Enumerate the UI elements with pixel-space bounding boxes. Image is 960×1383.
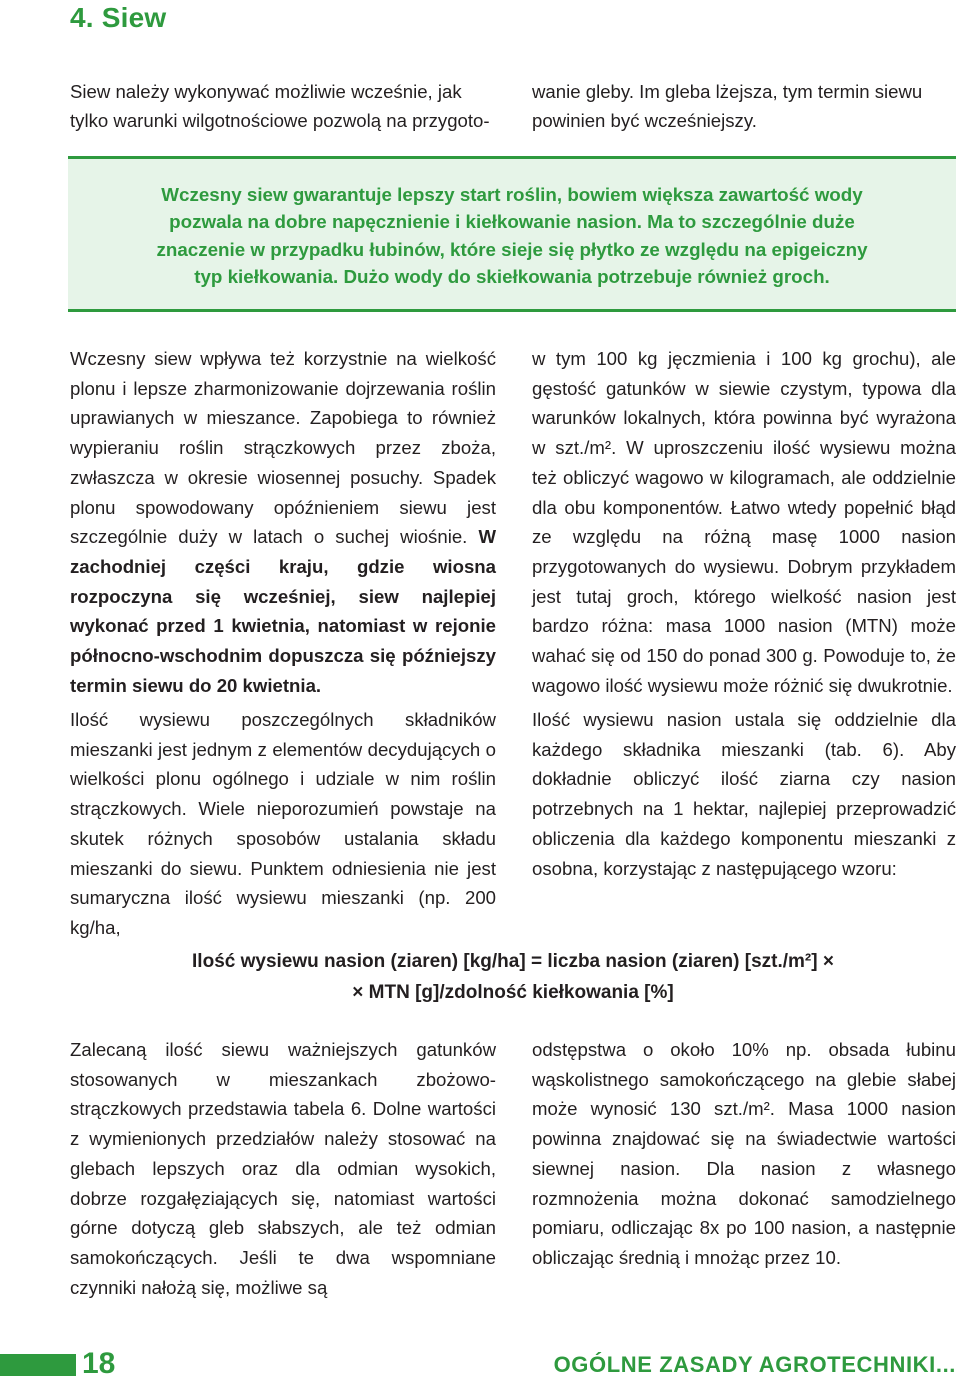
intro-left-paragraph: Siew należy wykonywać możliwie wcześnie, jak tylko warunki wilgotnościowe pozwolą na przygoto- — [70, 81, 490, 131]
callout-line-3: znaczenie w przypadku łubinów, które sieje się płytko ze względu na epigeiczny — [156, 238, 868, 260]
highlight-callout — [68, 156, 956, 312]
body-left-bold-text: W zachodniej części kraju, gdzie wiosna rozpoczyna się wcześniej, siew najlepiej wykonać przed 1 kwietnia, natomiast w rejonie północno-wschodnim dopuszcza się późniejszy termin siewu do 20 kwietnia. — [70, 526, 497, 696]
body-left-paragraph-2: Ilość wysiewu poszczególnych składników mieszanki jest jednym z elementów decydujących o wielkości plonu ogólnego i udziale w nim roślin strączkowych. Wiele nieporozumień powstaje na skutek różnych sposobów ustalania składu mieszanki do siewu. Punktem odniesienia nie jest sumaryczna ilość wysiewu mieszanki (np. 200 kg/ha, — [70, 709, 496, 938]
body-right-paragraph-2: Ilość wysiewu nasion ustala się oddzielnie dla każdego składnika mieszanki (tab. 6). Aby dokładnie obliczyć ilość ziarna czy nasion potrzebnych na 1 hektar, najlepiej przeprowadzić obliczenia dla każdego komponentu mieszanki z osobna, korzystając z następującego wzoru: — [532, 709, 956, 879]
lower-left-paragraph: Zalecaną ilość siewu ważniejszych gatunków stosowanych w mieszankach zbożowo-strączkowych przedstawia tabela 6. Dolne wartości z wymienionych przedziałów należy stosować na glebach lepszych oraz dla odmian wysokich, dobrze rozgałęziających się, natomiast wartości górne dotyczą gleb słabszych, ale też odmian samokończących. Jeśli te dwa wspomniane czynniki nałożą się, możliwe są — [70, 1039, 496, 1298]
seeding-formula — [70, 946, 956, 1008]
page-number: 18 — [82, 1347, 116, 1380]
callout-line-2: pozwala na dobre napęcznienie i kiełkowanie nasion. Ma to szczególnie duże — [169, 211, 855, 233]
section-title: 4. Siew — [70, 2, 167, 33]
formula-line-1: Ilość wysiewu nasion (ziaren) [kg/ha] = liczba nasion (ziaren) [szt./m²] × — [192, 951, 834, 972]
running-title: OGÓLNE ZASADY AGROTECHNIKI... — [553, 1352, 956, 1377]
body-left-text: Wczesny siew wpływa też korzystnie na wielkość plonu i lepsze zharmonizowanie dojrzewania roślin uprawianych w mieszance. Zapobiega to również wypieraniu roślin strączkowych przez zboża, zwłaszcza w okresie wiosennej posuchy. Spadek plonu spowodowany opóźnieniem siewu jest szczególnie duży w latach o suchej wiośnie. — [70, 348, 496, 548]
formula-line-2: × MTN [g]/zdolność kiełkowania [%] — [352, 982, 674, 1003]
intro-right-paragraph: wanie gleby. Im gleba lżejsza, tym termin siewu powinien być wcześniejszy. — [532, 81, 923, 131]
callout-line-4: typ kiełkowania. Dużo wody do skiełkowania potrzebuje również groch. — [194, 265, 830, 287]
lower-right-paragraph: odstępstwa o około 10% np. obsada łubinu wąskolistnego samokończącego na glebie słabej może wynosić 130 szt./m². Masa 1000 nasion powinna znajdować się na świadectwie wartości siewnej nasion. Dla nasion z własnego rozmnożenia można dokonać samodzielnego pomiaru, odliczając 8x po 100 nasion, a następnie obliczając średnią i mnożąc przez 10. — [532, 1039, 956, 1268]
footer-accent-bar — [0, 1354, 76, 1376]
callout-line-1: Wczesny siew gwarantuje lepszy start roślin, bowiem większa zawartość wody — [161, 184, 863, 205]
body-right-paragraph-1: w tym 100 kg jęczmienia i 100 kg grochu), ale gęstość gatunków w siewie czystym, typowa dla warunków lokalnych, która powinna być wyrażona w szt./m². W uproszczeniu ilość wysiewu można też obliczyć wagowo w kilogramach, ale oddzielnie dla obu komponentów. Łatwo wtedy popełnić błąd ze względu na różną masę 1000 nasion przygotowanych do wysiewu. Dobrym przykładem jest tutaj groch, którego wielkość nasion jest bardzo różna: masa 1000 nasion (MTN) może wahać się od 150 do ponad 300 g. Powoduje to, że wagowo ilość wysiewu może różnić się dwukrotnie. — [532, 348, 956, 696]
body-left-paragraph-1 — [70, 344, 496, 700]
